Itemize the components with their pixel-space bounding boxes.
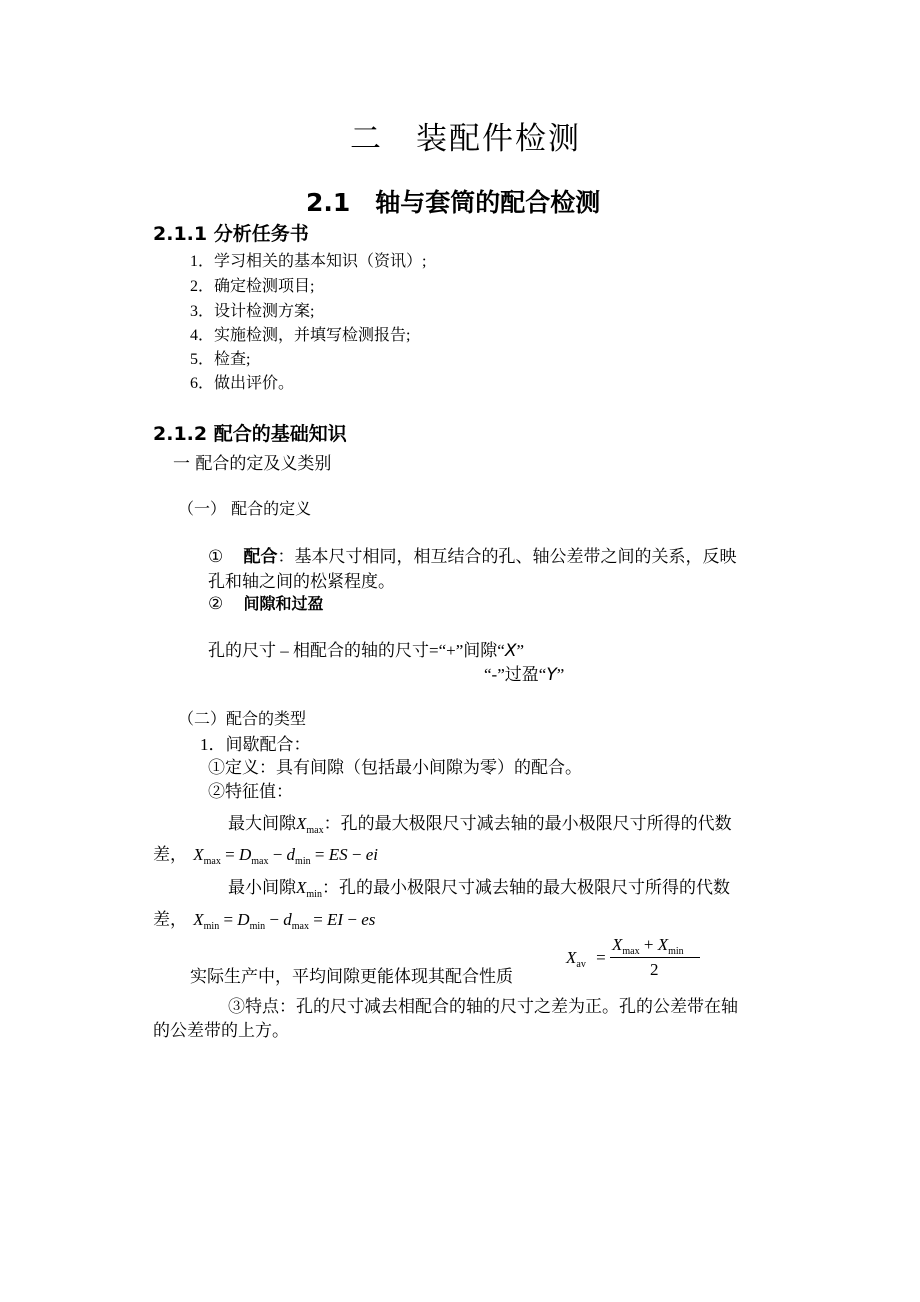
definition-continuation: 孔和轴之间的松紧程度。 bbox=[208, 572, 395, 591]
formula-xmax: $X_{max} = D_{max} - d_{min}$ = ES − ei bbox=[193, 845, 378, 867]
max-clearance-intro: 最大间隙 bbox=[228, 814, 296, 833]
clearance-fit-label: 1．间歇配合： bbox=[200, 735, 311, 754]
symbol-xav: $X_{av}$ = bbox=[566, 948, 606, 970]
clearance-interference-line bbox=[208, 591, 324, 614]
max-clearance-formula bbox=[153, 840, 378, 867]
section-title: 2.1 轴与套筒的配合检测 bbox=[306, 188, 601, 217]
list-item: 3．设计检测方案; bbox=[190, 303, 315, 320]
symbol-y: Y bbox=[546, 665, 557, 685]
cha-label: 差， bbox=[153, 910, 187, 929]
subsection-heading-2-1-2: 2.1.2 配合的基础知识 bbox=[153, 423, 347, 445]
formula-close: ” bbox=[556, 665, 565, 684]
symbol-x: X bbox=[504, 641, 517, 661]
max-clearance-desc: ：孔的最大极限尺寸减去轴的最小极限尺寸所得的代数 bbox=[323, 814, 732, 833]
definition-line bbox=[208, 542, 737, 567]
formula-left: 孔的尺寸 – 相配合的轴的尺寸=“+”间隙“ bbox=[208, 641, 505, 660]
symbol-xmax: $X_{max}$ bbox=[296, 814, 324, 836]
average-clearance-text: 实际生产中，平均间隙更能体现其配合性质 bbox=[190, 967, 513, 986]
cha-label: 差， bbox=[153, 845, 187, 864]
list-item: 6．做出评价。 bbox=[190, 375, 295, 392]
list-item: 1．学习相关的基本知识（资讯）; bbox=[190, 253, 427, 270]
interference-formula bbox=[484, 660, 564, 685]
clearance-fit-definition: ①定义：具有间隙（包括最小间隙为零）的配合。 bbox=[208, 758, 582, 777]
subsection-heading-2-1-1: 2.1.1 分析任务书 bbox=[153, 223, 309, 245]
fraction-numerator: $X_{max} + X_{min}$ bbox=[612, 935, 684, 957]
list-item: 4．实施检测，并填写检测报告; bbox=[190, 327, 411, 344]
sub-heading-fit-definition: 一 配合的定及义类别 bbox=[173, 454, 332, 474]
min-clearance-desc: ：孔的最小极限尺寸减去轴的最大极限尺寸所得的代数 bbox=[321, 878, 730, 897]
list-item: 5．检查; bbox=[190, 351, 251, 368]
part-heading-definition: （一） 配合的定义 bbox=[178, 499, 312, 518]
trait-line: ③特点：孔的尺寸减去相配合的轴的尺寸之差为正。孔的公差带在轴 bbox=[228, 997, 738, 1016]
characteristic-values-label: ②特征值： bbox=[208, 782, 293, 801]
fraction-denominator: 2 bbox=[650, 960, 659, 979]
min-clearance-intro: 最小间隙 bbox=[228, 878, 296, 897]
item-marker: ① bbox=[208, 547, 224, 566]
item-marker: ② bbox=[208, 594, 224, 613]
size-difference-formula bbox=[208, 636, 524, 661]
formula-minus: “-”过盈“ bbox=[484, 665, 547, 684]
max-clearance-line bbox=[228, 809, 732, 836]
trait-continuation: 的公差带的上方。 bbox=[153, 1021, 289, 1040]
definition-text: ：基本尺寸相同，相互结合的孔、轴公差带之间的关系，反映 bbox=[277, 547, 737, 566]
part-heading-fit-types: （二）配合的类型 bbox=[178, 709, 307, 728]
formula-close: ” bbox=[516, 641, 525, 660]
term-fit: 配合 bbox=[243, 547, 278, 567]
term-clearance-interference: 间隙和过盈 bbox=[243, 594, 324, 613]
formula-xmin: $X_{min} = D_{min} - d_{max}$ = EI − es bbox=[193, 910, 376, 932]
fraction-bar bbox=[610, 957, 700, 958]
symbol-xmin: $X_{min}$ bbox=[296, 878, 322, 900]
chapter-title: 二 装配件检测 bbox=[350, 121, 581, 157]
min-clearance-formula bbox=[153, 905, 375, 932]
list-item: 2．确定检测项目; bbox=[190, 278, 315, 295]
min-clearance-line bbox=[228, 873, 730, 900]
